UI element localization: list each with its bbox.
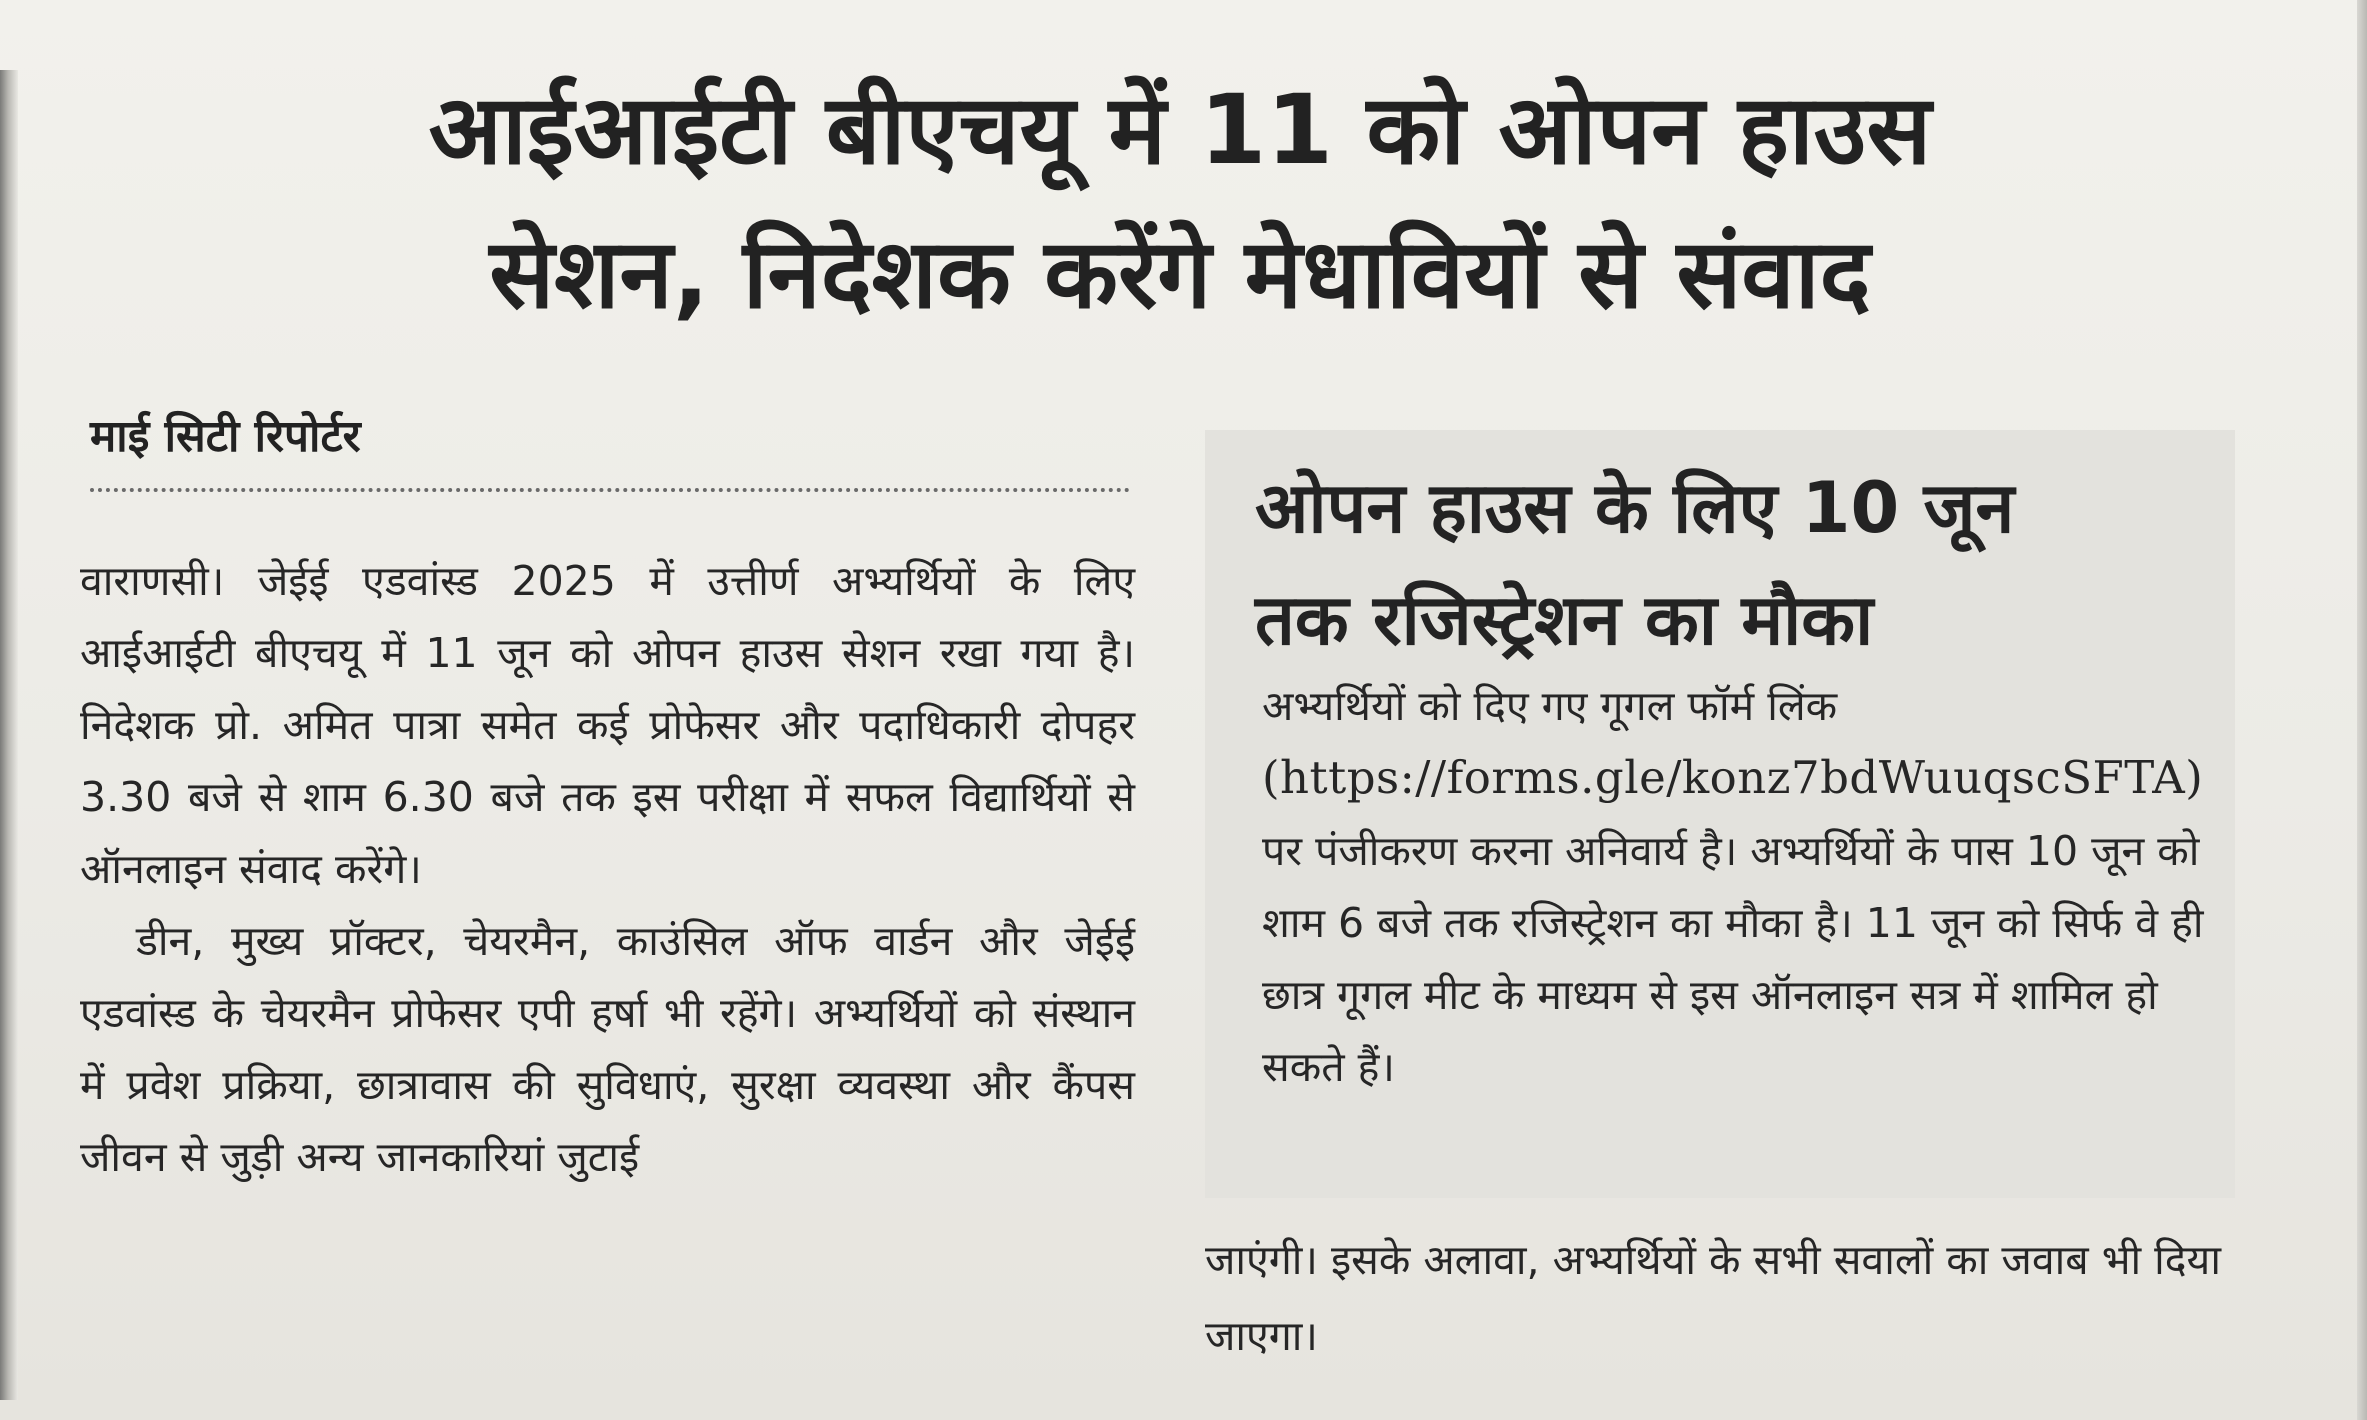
article-headline: [150, 58, 2210, 346]
byline-dotted-divider: [90, 488, 1130, 492]
inset-body-rest: पर पंजीकरण करना अनिवार्य है। अभ्यर्थियों के पास 10 जून को शाम 6 बजे तक रजिस्ट्रेशन का मौका है। 11 जून को सिर्फ वे ही छात्र गूगल मीट के माध्यम से इस ऑनलाइन सत्र में शामिल हो सकते हैं।: [1262, 827, 2204, 1091]
inset-headline-line-1: ओपन हाउस के लिए 10 जून: [1255, 467, 2015, 549]
inset-headline-line-2: तक रजिस्ट्रेशन का मौका: [1255, 579, 1874, 661]
byline: माई सिटी रिपोर्टर: [90, 411, 361, 462]
headline-line-1: आईआईटी बीएचयू में 11 को ओपन हाउस: [428, 74, 1932, 186]
inset-headline: [1255, 452, 2215, 676]
page-edge-left: [0, 70, 18, 1400]
paragraph-2: डीन, मुख्य प्रॉक्टर, चेयरमैन, काउंसिल ऑफ वार्डन और जेईई एडवांस्ड के चेयरमैन प्रोफेसर एपी हर्षा भी रहेंगे। अभ्यर्थियों को संस्थान में प्रवेश प्रक्रिया, छात्रावास की सुविधाएं, सुरक्षा व्यवस्था और कैंपस जीवन से जुड़ी अन्य जानकारियां जुटाई: [80, 917, 1135, 1181]
paragraph-1: वाराणसी। जेईई एडवांस्ड 2025 में उत्तीर्ण अभ्यर्थियों के लिए आईआईटी बीएचयू में 11 जून को ओपन हाउस सेशन रखा गया है। निदेशक प्रो. अमित पात्रा समेत कई प्रोफेसर और पदाधिकारी दोपहर 3.30 बजे से शाम 6.30 बजे तक इस परीक्षा में सफल विद्यार्थियों से ऑनलाइन संवाद करेंगे।: [80, 557, 1135, 893]
inset-body: [1262, 670, 2207, 1103]
registration-form-link: (https://forms.gle/konz7bdWuuqscSFTA): [1262, 751, 2204, 804]
paragraph-2-continued: जाएंगी। इसके अलावा, अभ्यर्थियों के सभी सवालों का जवाब भी दिया जाएगा।: [1205, 1236, 2221, 1360]
headline-line-2: सेशन, निदेशक करेंगे मेधावियों से संवाद: [489, 218, 1871, 330]
inset-body-intro: अभ्यर्थियों को दिए गए गूगल फॉर्म लिंक: [1262, 682, 1838, 730]
article-body-left-column: [80, 545, 1135, 1193]
page-edge-right: [2357, 0, 2367, 1420]
